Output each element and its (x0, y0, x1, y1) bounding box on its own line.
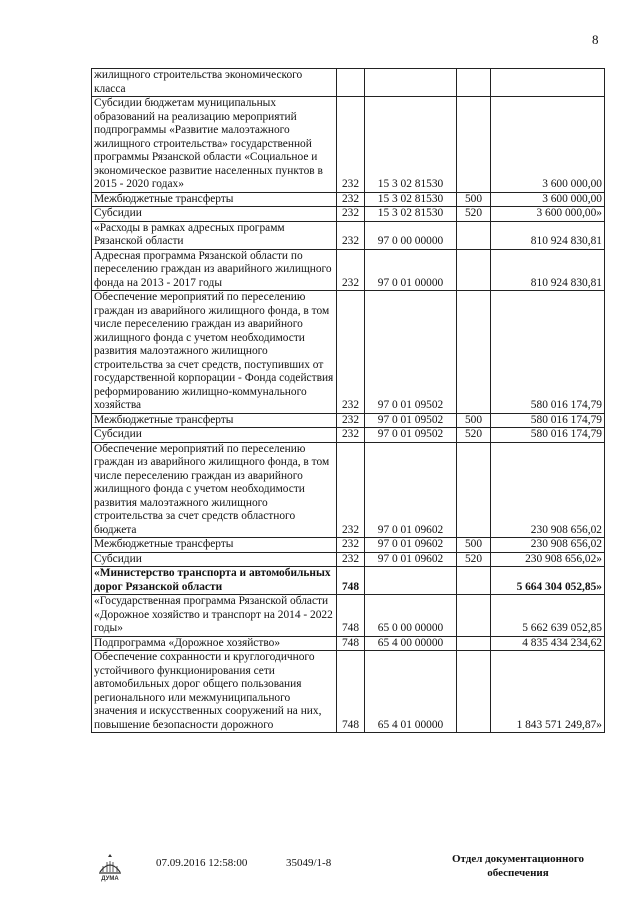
row-amount: 580 016 174,79 (491, 291, 605, 414)
row-gr-code: 232 (337, 97, 365, 193)
row-amount: 230 908 656,02» (491, 552, 605, 567)
footer-datetime: 07.09.2016 12:58:00 (156, 857, 248, 869)
row-gr-code: 232 (337, 428, 365, 443)
row-expense-type: 520 (457, 207, 491, 222)
footer-department-line2: обеспечения (487, 867, 549, 879)
table-row (92, 442, 605, 538)
row-amount: 580 016 174,79 (491, 428, 605, 443)
row-expense-type (457, 651, 491, 733)
table-row (92, 97, 605, 193)
row-name: Обеспечение мероприятий по переселению граждан из аварийного жилищного фонда, в том числе переселению граждан из аварийного жилищного фонда с учетом необходимости развития малоэтажного жилищного строительства за счет средств, поступивших от государственной корпорации - Фонда содействия реформированию жилищно-коммунального хозяйства (92, 291, 337, 414)
table-row (92, 192, 605, 207)
row-gr-code: 232 (337, 413, 365, 428)
svg-text:ДУМА: ДУМА (101, 876, 119, 882)
row-target-code: 15 3 02 81530 (365, 192, 457, 207)
row-gr-code: 748 (337, 636, 365, 651)
row-amount: 580 016 174,79 (491, 413, 605, 428)
row-name: Субсидии (92, 207, 337, 222)
page-number: 8 (592, 32, 599, 47)
row-gr-code: 232 (337, 442, 365, 538)
table-row (92, 595, 605, 637)
row-expense-type (457, 567, 491, 595)
row-gr-code: 232 (337, 207, 365, 222)
row-amount: 4 835 434 234,62 (491, 636, 605, 651)
row-expense-type (457, 97, 491, 193)
row-expense-type (457, 69, 491, 97)
row-gr-code: 232 (337, 249, 365, 291)
row-name: Обеспечение сохранности и круглогодичного устойчивого функционирования сети автомобильных дорог общего пользования регионального или межмуниципального значения и искусственных сооружений на них, повышение безопасности дорожного (92, 651, 337, 733)
row-name: Межбюджетные трансферты (92, 538, 337, 553)
row-amount (491, 69, 605, 97)
row-name: Субсидии бюджетам муниципальных образований на реализацию мероприятий подпрограммы «Развитие малоэтажного жилищного строительства» государственной программы Рязанской области «Социальное и экономическое развитие населенных пунктов в 2015 - 2020 годах» (92, 97, 337, 193)
row-expense-type (457, 595, 491, 637)
row-name: Подпрограмма «Дорожное хозяйство» (92, 636, 337, 651)
row-target-code: 97 0 00 00000 (365, 221, 457, 249)
row-amount: 5 662 639 052,85 (491, 595, 605, 637)
footer-department-line1: Отдел документационного (451, 853, 585, 865)
row-target-code: 15 3 02 81530 (365, 97, 457, 193)
row-gr-code: 232 (337, 192, 365, 207)
row-gr-code: 232 (337, 291, 365, 414)
row-target-code: 97 0 01 09602 (365, 538, 457, 553)
row-expense-type (457, 221, 491, 249)
row-name: Субсидии (92, 552, 337, 567)
row-target-code (365, 567, 457, 595)
table-row (92, 69, 605, 97)
row-expense-type: 520 (457, 428, 491, 443)
row-expense-type (457, 249, 491, 291)
row-gr-code: 748 (337, 651, 365, 733)
table-row (92, 221, 605, 249)
row-expense-type (457, 442, 491, 538)
row-amount: 810 924 830,81 (491, 249, 605, 291)
row-name: Межбюджетные трансферты (92, 413, 337, 428)
row-gr-code: 232 (337, 221, 365, 249)
row-amount: 230 908 656,02 (491, 538, 605, 553)
footer-department-stamp (440, 852, 596, 880)
row-name: Субсидии (92, 428, 337, 443)
row-expense-type: 500 (457, 413, 491, 428)
table-row (92, 651, 605, 733)
row-name: Обеспечение мероприятий по переселению граждан из аварийного жилищного фонда, в том числе переселению граждан из аварийного жилищного фонда с учетом необходимости развития малоэтажного жилищного строительства за счет средств областного бюджета (92, 442, 337, 538)
row-expense-type: 500 (457, 192, 491, 207)
table-row (92, 413, 605, 428)
row-amount: 810 924 830,81 (491, 221, 605, 249)
duma-emblem-icon (97, 852, 123, 882)
row-amount: 3 600 000,00 (491, 192, 605, 207)
row-gr-code: 748 (337, 595, 365, 637)
table-row (92, 552, 605, 567)
row-target-code: 97 0 01 09502 (365, 413, 457, 428)
table-row (92, 249, 605, 291)
row-target-code: 97 0 01 09502 (365, 428, 457, 443)
row-amount: 230 908 656,02 (491, 442, 605, 538)
row-target-code: 65 0 00 00000 (365, 595, 457, 637)
row-target-code: 97 0 01 00000 (365, 249, 457, 291)
row-amount: 3 600 000,00» (491, 207, 605, 222)
row-name: «Министерство транспорта и автомобильных дорог Рязанской области (92, 567, 337, 595)
row-gr-code: 232 (337, 552, 365, 567)
row-target-code: 97 0 01 09502 (365, 291, 457, 414)
footer-document-code: 35049/1-8 (286, 857, 332, 869)
table-row (92, 291, 605, 414)
row-expense-type (457, 636, 491, 651)
row-amount: 3 600 000,00 (491, 97, 605, 193)
row-gr-code (337, 69, 365, 97)
row-name: «Государственная программа Рязанской области «Дорожное хозяйство и транспорт на 2014 - 2022 годы» (92, 595, 337, 637)
row-name: «Расходы в рамках адресных программ Рязанской области (92, 221, 337, 249)
row-target-code: 97 0 01 09602 (365, 442, 457, 538)
row-target-code: 15 3 02 81530 (365, 207, 457, 222)
row-amount: 1 843 571 249,87» (491, 651, 605, 733)
row-gr-code: 232 (337, 538, 365, 553)
table-row (92, 538, 605, 553)
row-target-code: 65 4 00 00000 (365, 636, 457, 651)
row-expense-type: 520 (457, 552, 491, 567)
row-name: жилищного строительства экономического класса (92, 69, 337, 97)
table-row (92, 207, 605, 222)
row-gr-code: 748 (337, 567, 365, 595)
row-name: Межбюджетные трансферты (92, 192, 337, 207)
row-target-code: 97 0 01 09602 (365, 552, 457, 567)
row-amount: 5 664 304 052,85» (491, 567, 605, 595)
budget-table (91, 68, 605, 733)
budget-table-body (92, 69, 605, 733)
row-expense-type (457, 291, 491, 414)
row-name: Адресная программа Рязанской области по переселению граждан из аварийного жилищного фонда на 2013 - 2017 годы (92, 249, 337, 291)
row-target-code: 65 4 01 00000 (365, 651, 457, 733)
table-row (92, 567, 605, 595)
row-expense-type: 500 (457, 538, 491, 553)
row-target-code (365, 69, 457, 97)
table-row (92, 636, 605, 651)
table-row (92, 428, 605, 443)
